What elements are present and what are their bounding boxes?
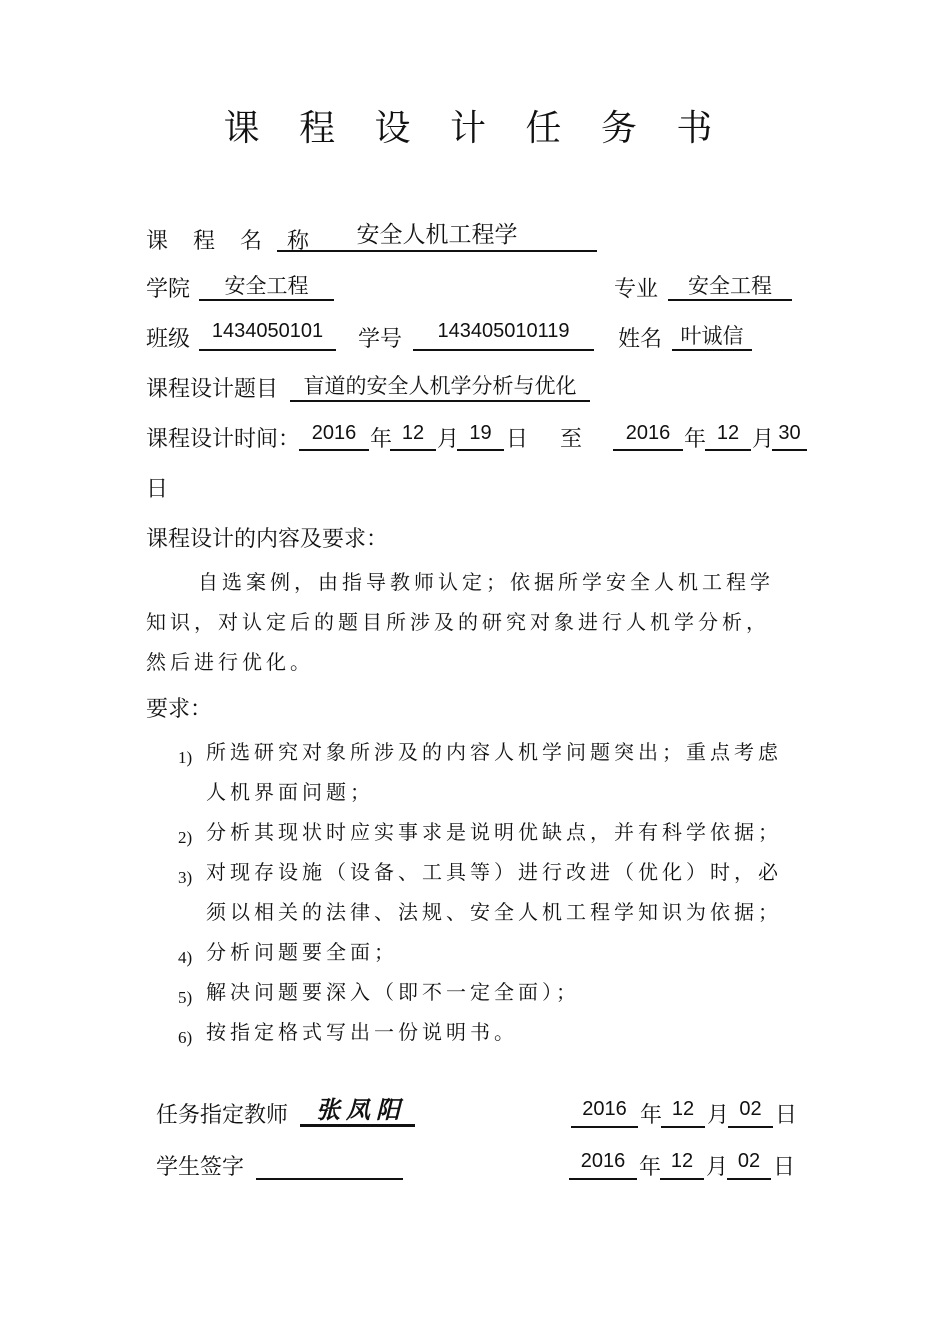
student-month-value: 12 xyxy=(660,1150,704,1180)
start-month-unit: 月 xyxy=(437,427,460,452)
requirement-number: 3) xyxy=(178,868,193,887)
requirement-number: 6) xyxy=(178,1028,193,1047)
name-label: 姓名 xyxy=(618,327,663,352)
requirement-text: 分析问题要全面； xyxy=(206,940,398,964)
college-label: 学院 xyxy=(146,277,191,302)
document-title: 课 程 设 计 任 务 书 xyxy=(223,108,727,149)
class-value: 1434050101 xyxy=(199,320,336,351)
student-year-value: 2016 xyxy=(569,1150,637,1180)
requirement-text: 须以相关的法律、法规、安全人机工程学知识为依据； xyxy=(206,900,782,924)
teacher-day-unit: 日 xyxy=(775,1103,798,1128)
end-year-unit: 年 xyxy=(684,427,707,452)
teacher-year-unit: 年 xyxy=(640,1103,663,1128)
end-day-value: 30 xyxy=(772,422,807,451)
requirement-text: 分析其现状时应实事求是说明优缺点，并有科学依据； xyxy=(206,820,782,844)
start-year-value: 2016 xyxy=(299,422,369,451)
requirement-text: 按指定格式写出一份说明书。 xyxy=(206,1020,518,1044)
requirement-number: 4) xyxy=(178,948,193,967)
requirement-number: 2) xyxy=(178,828,193,847)
start-day-unit: 日 xyxy=(506,427,529,452)
requirement-text: 对现存设施（设备、工具等）进行改进（优化）时，必 xyxy=(206,860,782,884)
requirement-number: 5) xyxy=(178,988,193,1007)
intro-line: 知识，对认定后的题目所涉及的研究对象进行人机学分析， xyxy=(146,610,770,634)
topic-label: 课程设计题目 xyxy=(146,377,279,402)
college-value: 安全工程 xyxy=(199,270,334,301)
teacher-year-value: 2016 xyxy=(571,1098,638,1128)
teacher-signature: 张凤阳 xyxy=(316,1095,406,1124)
end-day-unit: 日 xyxy=(146,477,169,502)
intro-line: 然后进行优化。 xyxy=(146,650,314,674)
requirement-text: 人机界面问题； xyxy=(206,780,374,804)
time-label: 课程设计时间： xyxy=(146,427,301,452)
content-heading: 课程设计的内容及要求： xyxy=(146,527,389,552)
student-id-label: 学号 xyxy=(358,327,403,352)
name-value: 叶诚信 xyxy=(672,320,752,351)
student-day-unit: 日 xyxy=(773,1155,796,1180)
class-label: 班级 xyxy=(146,327,191,352)
major-value: 安全工程 xyxy=(668,270,792,301)
student-month-unit: 月 xyxy=(706,1155,729,1180)
requirement-text: 所选研究对象所涉及的内容人机学问题突出；重点考虑 xyxy=(206,740,782,764)
student-year-unit: 年 xyxy=(639,1155,662,1180)
start-day-value: 19 xyxy=(457,422,504,451)
student-id-value: 143405010119 xyxy=(413,320,594,351)
end-month-value: 12 xyxy=(705,422,751,451)
student-day-value: 02 xyxy=(727,1150,771,1180)
requirement-text: 解决问题要深入（即不一定全面）； xyxy=(206,980,580,1004)
course-name-label: 课 程 名 称 xyxy=(146,229,318,254)
teacher-month-unit: 月 xyxy=(707,1103,730,1128)
start-year-unit: 年 xyxy=(370,427,393,452)
teacher-day-value: 02 xyxy=(728,1098,773,1128)
end-year-value: 2016 xyxy=(613,422,683,451)
requirement-number: 1) xyxy=(178,748,193,767)
topic-value: 盲道的安全人机学分析与优化 xyxy=(290,370,590,402)
teacher-label: 任务指定教师 xyxy=(156,1103,289,1128)
time-to-label: 至 xyxy=(560,427,583,452)
student-signature-field[interactable] xyxy=(256,1150,403,1180)
student-sign-label: 学生签字 xyxy=(156,1155,245,1180)
course-name-value: 安全人机工程学 xyxy=(277,216,597,252)
end-month-unit: 月 xyxy=(752,427,775,452)
requirements-heading: 要求： xyxy=(146,697,213,722)
teacher-month-value: 12 xyxy=(661,1098,705,1128)
major-label: 专业 xyxy=(614,277,659,302)
intro-line: 自选案例，由指导教师认定；依据所学安全人机工程学 xyxy=(198,570,774,594)
start-month-value: 12 xyxy=(390,422,436,451)
